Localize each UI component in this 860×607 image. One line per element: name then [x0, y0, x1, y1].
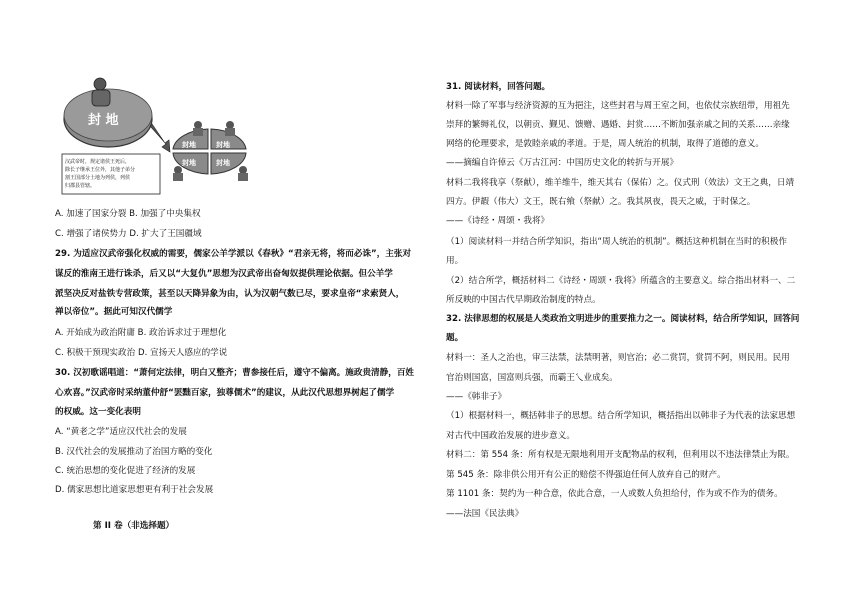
- q31-material1-source: ——摘编自许倬云《万古江河：中国历史文化的转折与开展》: [446, 158, 679, 168]
- caption-line-3: 割王国部分土地为列侯，列侯: [65, 175, 131, 181]
- q31-material2-line-1: 材料二我将我享（祭献），维羊维牛，维天其右（保佑）之。仪式刑（效法）文王之典，日靖: [446, 178, 795, 188]
- q29-stem-line-3: 派坚决反对盐铁专营政策，甚至以天降异象为由，认为汉朝气数已尽，要求皇帝“求索贤人，: [55, 289, 405, 299]
- q28-options-cd: C. 增强了诸侯势力 D. 扩大了王国疆域: [55, 229, 202, 239]
- q30-stem-line-3: 的权威。这一变化表明: [55, 407, 141, 417]
- piece-label-2: 封地: [216, 141, 230, 149]
- q31-material2-line-2: 四方。伊嘏（伟大）文王，既右飨（祭献）之。我其夙夜，畏天之威，于时保之。: [446, 197, 756, 207]
- q32-material2-article-554: 材料二：第 554 条：所有权是无限地利用开支配物品的权利，但利用以不违法律禁止为限。: [446, 450, 795, 460]
- q28-options-ab: A. 加速了国家分裂 B. 加强了中央集权: [55, 209, 201, 219]
- q31-material1-line-3: 网络的伦理要求，是敦睦亲戚的孝道。于是，周人统治的机制，取得了道德的意义。: [446, 139, 764, 149]
- caption-line-4: 归郡县管辖。: [65, 183, 96, 189]
- q32-sub1-line-1: （1）根据材料一，概括韩非子的思想。结合所学知识，概括指出以韩非子为代表的法家思想: [446, 411, 796, 421]
- q32-material2-source: ——法国《民法典》: [446, 509, 524, 519]
- q30-option-b: B. 汉代社会的发展推动了治国方略的变化: [55, 447, 213, 457]
- q31-sub1-line-1: （1）阅读材料一并结合所学知识，指出“周人统治的机制”。概括这种机制在当时的积极作: [446, 237, 787, 247]
- q30-stem-line-1: 30. 汉初歌谣唱道：“萧何定法律，明白又整齐；曹参接任后，遵守不偏离。施政贵清静，百姓: [55, 368, 415, 378]
- piece-label-3: 封地: [182, 159, 196, 167]
- piece-label-1: 封地: [182, 141, 196, 149]
- q31-material1-line-1: 材料一除了军事与经济资源的互为挹注，这些封君与周王室之间，也依仗宗族纽带，用祖先: [446, 101, 790, 111]
- piece-label-4: 封地: [216, 159, 230, 167]
- q31-sub2-line-1: （2）结合所学，概括材料二《诗经・周颂・我将》所蕴含的主要意义。综合指出材料一、二: [446, 276, 796, 286]
- q32-material1-line-1: 材料一：圣人之治也，审三法禁，法禁明著，则官治；必二赏罚，赏罚不阿，则民用。民用: [446, 353, 790, 363]
- q32-sub1-line-2: 对古代中国政治发展的进步意义。: [446, 431, 575, 441]
- q30-option-c: C. 统治思想的变化促进了经济的发展: [55, 466, 196, 476]
- q29-stem-line-1: 29. 为适应汉武帝强化权威的需要，儒家公羊学派以《春秋》“君亲无将，将而必诛”，主张对: [55, 249, 412, 259]
- section-title: 第 II 卷（非选择题）: [93, 521, 175, 531]
- big-fief-label: 封 地: [88, 113, 119, 128]
- q29-options-cd: C. 积极干预现实政治 D. 宣扬天人感应的学说: [55, 348, 228, 358]
- q29-stem-line-4: 禅以帝位”。据此可知汉代儒学: [55, 307, 173, 317]
- divided-fief-pieces: [173, 121, 248, 181]
- q32-material1-source: ——《韩非子》: [446, 392, 507, 402]
- q30-option-d: D. 儒家思想比道家思想更有利于社会发展: [55, 485, 214, 495]
- q30-option-a: A. “黄老之学”适应汉代社会的发展: [55, 427, 187, 437]
- fief-division-illustration: [58, 74, 258, 204]
- q32-material2-article-1101: 第 1101 条：契约为一种合意，依此合意，一人或数人负担给付，作为或不作为的债务。: [446, 489, 783, 499]
- q31-heading: 31. 阅读材料，回答问题。: [446, 82, 551, 92]
- q31-sub1-line-2: 用。: [446, 256, 464, 266]
- q30-stem-line-2: 心欢喜。”汉武帝时采纳董仲舒“罢黜百家，独尊儒术”的建议，从此汉代思想界树起了儒学: [55, 388, 395, 398]
- q29-stem-line-2: 谋反的淮南王进行诛杀，后又以“大复仇”思想为汉武帝出奋匈奴提供理论依据。但公羊学: [55, 269, 393, 279]
- q31-sub2-line-2: 所反映的中国古代早期政治制度的特点。: [446, 295, 601, 305]
- q32-stem-line-2: 题。: [446, 333, 464, 343]
- q32-stem-line-1: 32. 法律思想的权展是人类政治文明进步的重要推力之一。阅读材料，结合所学知识，回答问: [446, 314, 800, 324]
- q32-material1-line-2: 官治则国富，国富则兵强，而霸王乀业成矣。: [446, 373, 618, 383]
- q29-options-ab: A. 开始成为政治附庸 B. 政治诉求过于理想化: [55, 328, 227, 338]
- q32-material2-article-545: 第 545 条：除非供公用开有公正的赔偿不得强迫任何人放弃自己的财产。: [446, 470, 726, 480]
- q31-material2-source: ——《诗经・周颂・我将》: [446, 216, 550, 226]
- caption-line-1: 汉武帝时，规定诸侯王死后，: [65, 159, 131, 165]
- caption-line-2: 除长子继承王位外，其他子弟分: [65, 167, 136, 173]
- q31-material1-line-2: 崇拜的繁缛礼仪，以朝贡、觐见、馈赠、遇婚、封赏……不断加强亲戚之间的关系……亲缘: [446, 120, 790, 130]
